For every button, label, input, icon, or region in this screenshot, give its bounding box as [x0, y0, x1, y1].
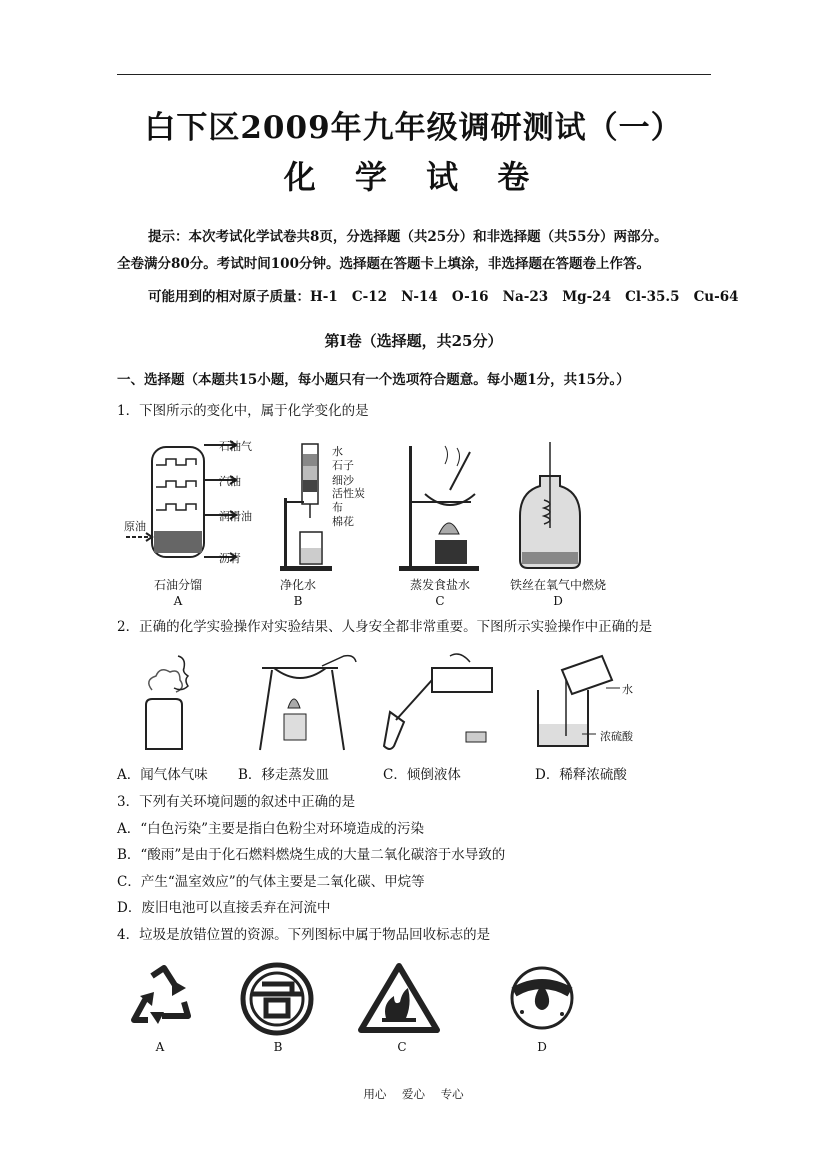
recycle-icon: [124, 962, 204, 1034]
section-title: 第I卷（选择题，共25分）: [324, 332, 503, 350]
iron-burning-figure: [510, 440, 590, 575]
q3-option-d: D．废旧电池可以直接丢弃在河流中: [117, 900, 331, 916]
pour-liquid-figure: [380, 650, 500, 755]
page-footer: [0, 1086, 827, 1102]
fig-a-label-asphalt: 沥青: [219, 552, 241, 565]
exam-subtitle: 化 学 试 卷: [283, 158, 544, 196]
q1-letter-a: A: [173, 594, 183, 608]
footer-word-2: 爱心: [402, 1087, 425, 1101]
fig-b-label-stone: 石子: [332, 459, 354, 472]
q4-letter-c: C: [397, 1040, 407, 1054]
q2-option-a: A．闻气体气味: [117, 767, 208, 783]
q3-stem: 3．下列有关环境问题的叙述中正确的是: [117, 794, 356, 810]
q3-option-a: A．“白色污染”主要是指白色粉尘对环境造成的污染: [117, 821, 425, 837]
header-rule: [117, 74, 711, 75]
fig-b-label-sand: 细沙: [332, 474, 354, 487]
fig-a-label-crude: 原油: [124, 520, 146, 533]
footer-word-3: 专心: [440, 1087, 464, 1101]
q2-stem: 2．正确的化学实验操作对实验结果、人身安全都非常重要。下图所示实验操作中正确的是: [117, 619, 653, 635]
q1-letter-c: C: [435, 594, 445, 608]
water-purifier-figure: [280, 440, 340, 575]
q4-letter-a: A: [155, 1040, 165, 1054]
q1-letter-b: B: [293, 594, 303, 608]
smell-gas-figure: [138, 650, 208, 755]
flammable-warning-icon: [356, 962, 442, 1034]
q2-option-b: B．移走蒸发皿: [238, 767, 329, 783]
fractionation-figure: [120, 435, 270, 575]
fig-a-label-gasoline: 汽油: [219, 475, 241, 488]
q4-letter-b: B: [273, 1040, 283, 1054]
q1-caption-c: 蒸发食盐水: [409, 578, 470, 592]
q3-option-c: C．产生“温室效应”的气体主要是二氧化碳、甲烷等: [117, 874, 425, 890]
q2-option-d: D．稀释浓硫酸: [535, 767, 627, 783]
fig-b-label-water: 水: [332, 445, 343, 458]
fig-b-label-cloth: 布: [332, 501, 343, 514]
fig-a-label-lube: 润滑油: [219, 510, 252, 523]
q4-stem: 4．垃圾是放错位置的资源。下列图标中属于物品回收标志的是: [117, 927, 491, 943]
exam-title: 白下区2009年九年级调研测试（一）: [144, 110, 683, 146]
evaporation-figure: [395, 442, 485, 575]
q1-stem: 1．下图所示的变化中，属于化学变化的是: [117, 403, 369, 419]
q1-caption-a: 石油分馏: [153, 578, 202, 592]
fig-d-label-water: 水: [622, 683, 633, 696]
water-drop-icon: [506, 962, 578, 1034]
part-title: 一、选择题（本题共15小题，每小题只有一个选项符合题意。每小题1分，共15分。）: [117, 372, 630, 388]
footer-word-1: 用心: [363, 1087, 387, 1101]
water-saving-icon: [238, 960, 316, 1038]
move-dish-figure: [252, 648, 362, 755]
q4-letter-d: D: [537, 1040, 547, 1054]
q1-letter-d: D: [553, 594, 563, 608]
q3-option-b: B．“酸雨”是由于化石燃料燃烧生成的大量二氧化碳溶于水导致的: [117, 847, 506, 863]
fig-b-label-cotton: 棉花: [332, 515, 354, 528]
fig-b-label-carbon: 活性炭: [332, 487, 365, 500]
q2-option-c: C．倾倒液体: [383, 767, 461, 783]
tip-line-1: 提示：本次考试化学试卷共8页，分选择题（共25分）和非选择题（共55分）两部分。: [148, 229, 668, 245]
tip-line-2: 全卷满分80分。考试时间100分钟。选择题在答题卡上填涂，非选择题在答题卷上作答。: [117, 256, 650, 272]
atomic-mass-line: 可能用到的相对原子质量：H-1 C-12 N-14 O-16 Na-23 Mg-24 Cl-35.5 Cu-64: [148, 289, 739, 305]
fig-d-label-acid: 浓硫酸: [600, 730, 633, 743]
fig-a-label-gas: 石油气: [219, 440, 252, 453]
q1-caption-b: 净化水: [279, 578, 316, 592]
q1-caption-d: 铁丝在氧气中燃烧: [509, 578, 606, 592]
